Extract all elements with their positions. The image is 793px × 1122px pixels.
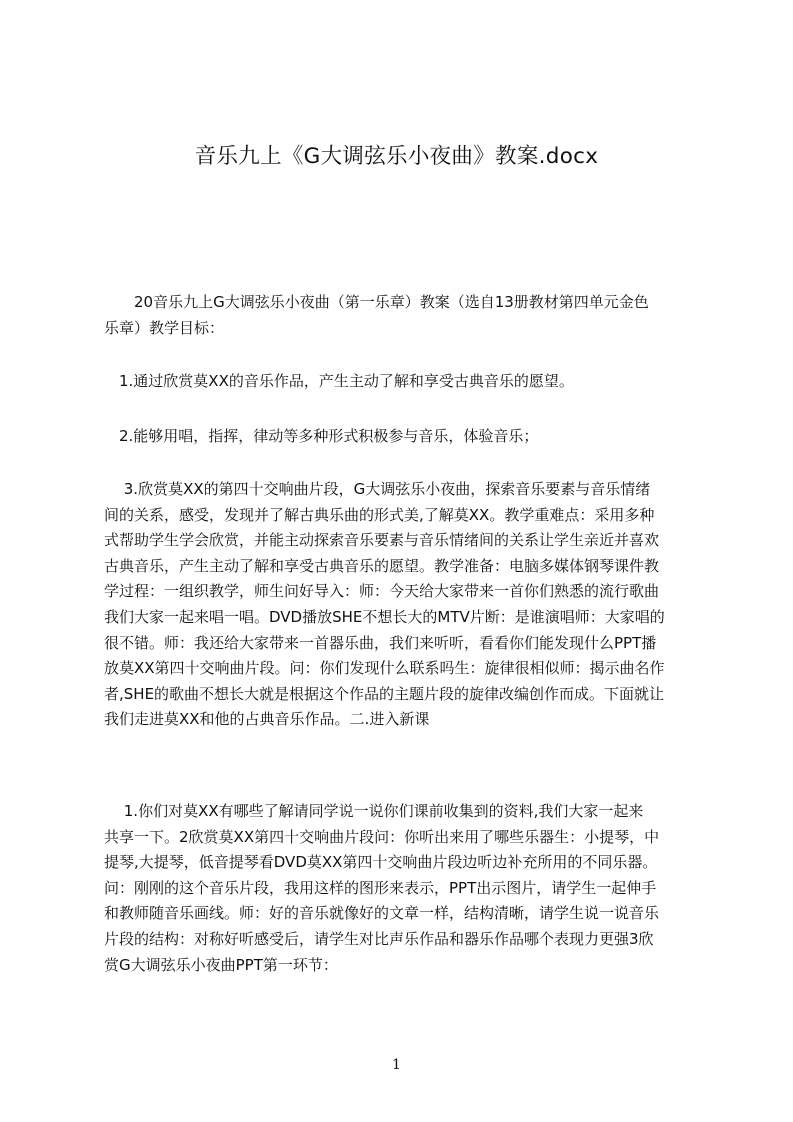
text-line: 放莫XX第四十交响曲片段。问：你们发现什么联系吗生：旋律很相似师：揭示曲名作 (104, 659, 665, 678)
paragraph-goal-3 (104, 477, 698, 733)
text-line: 共享一下。2欣赏莫XX第四十交响曲片段问：你听出来用了哪些乐器生：小提琴，中 (104, 827, 660, 846)
text-line: 1.你们对莫XX有哪些了解请同学说一说你们课前收集到的资料,我们大家一起来 (104, 802, 644, 820)
text-line: 者,SHE的歌曲不想长大就是根据这个作品的主题片段的旋律改编创作而成。下面就让 (104, 684, 665, 703)
paragraph-intro (104, 290, 698, 341)
text-line: 和教师随音乐画线。师：好的音乐就像好的文章一样，结构清晰，请学生说一说音乐 (104, 904, 660, 923)
text-line: 20音乐九上G大调弦乐小夜曲（第一乐章）教案（选自13册教材第四单元金色 (104, 293, 649, 311)
text-line: 提琴,大提琴，低音提琴看DVD莫XX第四十交响曲片段边听边补充所用的不同乐器。 (104, 853, 658, 872)
text-line: 古典音乐，产生主动了解和享受古典音乐的愿望。教学准备：电脑多媒体钢琴课件教 (104, 556, 660, 575)
paragraph-goal-1 (104, 369, 698, 395)
text-line: 1.通过欣赏莫XX的音乐作品，产生主动了解和享受古典音乐的愿望。 (104, 372, 574, 390)
text-line: 式帮助学生学会欣赏，并能主动探索音乐要素与音乐情绪间的关系让学生亲近并喜欢 (104, 531, 660, 550)
paragraph-goal-2 (104, 424, 698, 450)
document-title: 音乐九上《G大调弦乐小夜曲》教案.docx (194, 144, 599, 169)
page-number: 1 (392, 1057, 401, 1073)
text-line: 间的关系，感受，发现并了解古典乐曲的形式美,了解莫XX。教学重难点：采用多种 (104, 505, 655, 524)
text-line: 学过程：一组织教学，师生问好导入：师：今天给大家带来一首你们熟悉的流行歌曲 (104, 582, 660, 601)
text-line: 我们走进莫XX和他的占典音乐作品。二.进入新课 (104, 710, 430, 729)
text-line: 2.能够用唱，指挥，律动等多种形式积极参与音乐，体验音乐； (104, 427, 539, 445)
text-line: 3.欣赏莫XX的第四十交响曲片段，G大调弦乐小夜曲，探索音乐要素与音乐情绪 (104, 480, 651, 498)
text-line: 问：刚刚的这个音乐片段，我用这样的图形来表示，PPT出示图片，请学生一起伸手 (104, 878, 657, 897)
text-line: 我们大家一起来唱一唱。DVD播放SHE不想长大的MTV片断：是谁演唱师：大家唱的 (104, 607, 665, 626)
paragraph-new-lesson (104, 799, 698, 978)
text-line: 很不错。师：我还给大家带来一首器乐曲，我们来听听，看看你们能发现什么PPT播 (104, 633, 657, 652)
text-line: 片段的结构：对称好听感受后，请学生对比声乐作品和器乐作品哪个表现力更强3欣 (104, 929, 654, 948)
text-line: 乐章）教学目标： (104, 318, 225, 337)
text-line: 赏G大调弦乐小夜曲PPT第一环节： (104, 955, 338, 974)
